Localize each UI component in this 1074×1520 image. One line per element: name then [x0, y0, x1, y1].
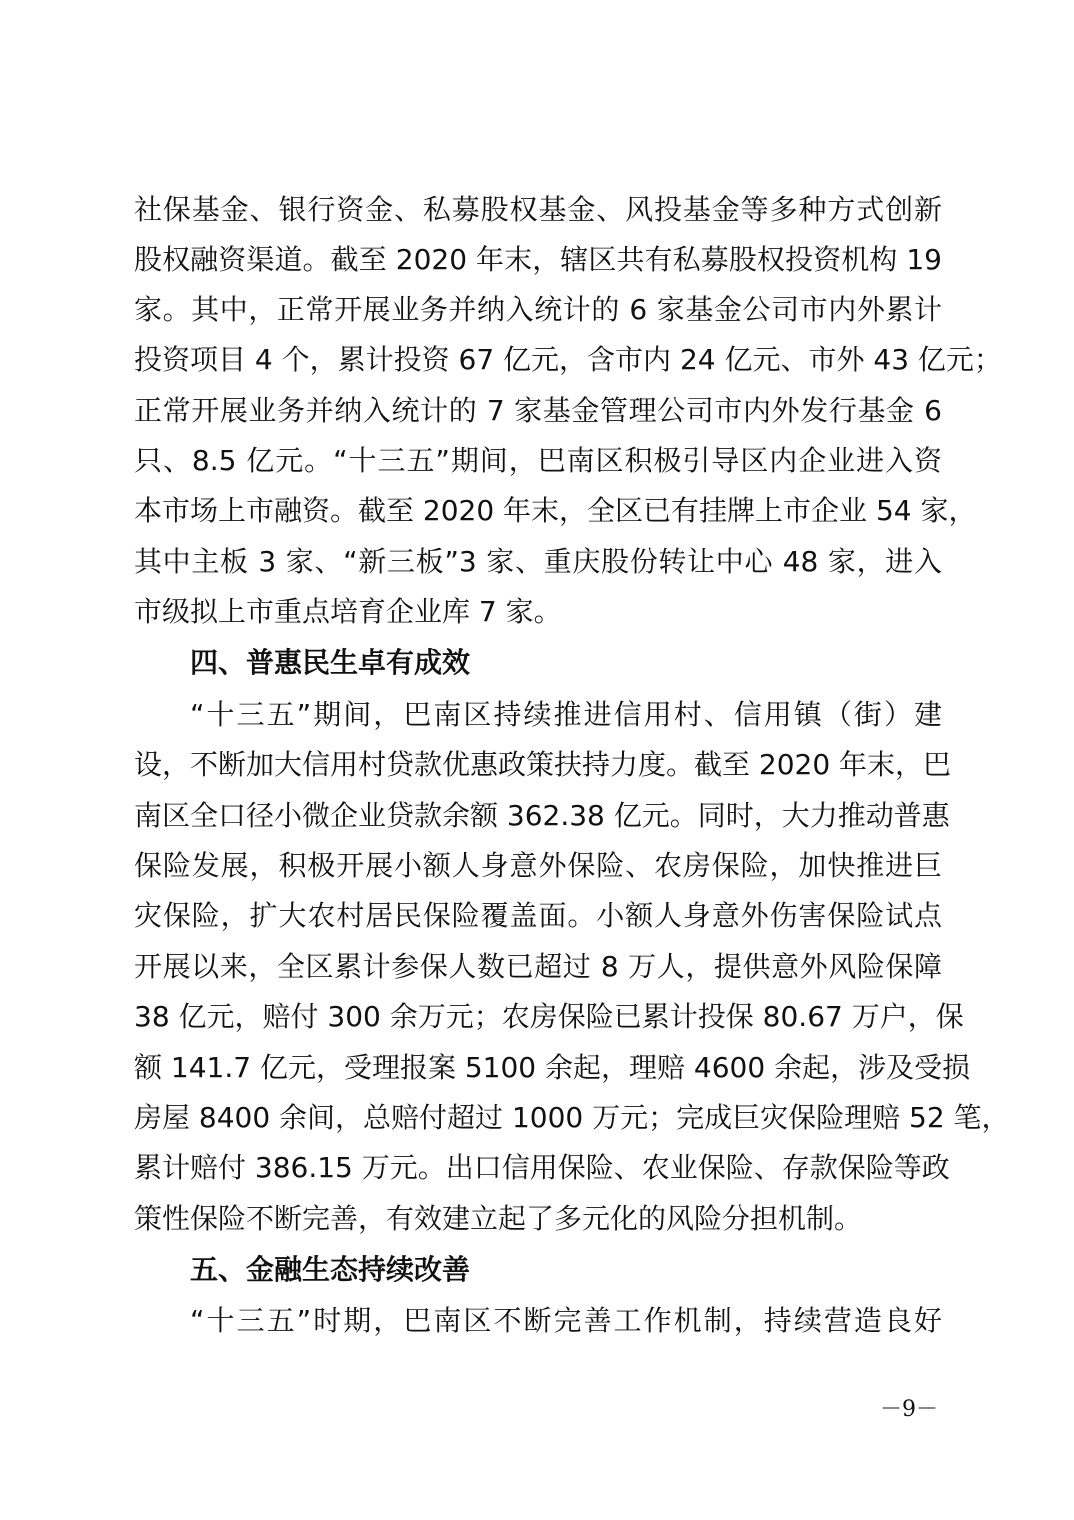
paragraph-line: 正常开展业务并纳入统计的 7 家基金管理公司市内外发行基金 6: [134, 394, 942, 427]
paragraph-line: 本市场上市融资。截至 2020 年末，全区已有挂牌上市企业 54 家，: [134, 494, 977, 527]
paragraph-line: “十三五”期间，巴南区持续推进信用村、信用镇（街）建: [190, 698, 942, 731]
paragraph-line: 累计赔付 386.15 万元。出口信用保险、农业保险、存款保险等政: [134, 1151, 950, 1184]
paragraph-line: “十三五”时期，巴南区不断完善工作机制，持续营造良好: [190, 1304, 942, 1337]
paragraph-line: 家。其中，正常开展业务并纳入统计的 6 家基金公司市内外累计: [134, 293, 942, 326]
section-heading: 五、金融生态持续改善: [190, 1253, 471, 1286]
paragraph-line: 38 亿元，赔付 300 余万元；农房保险已累计投保 80.67 万户，保: [134, 1000, 964, 1033]
section-heading: 四、普惠民生卓有成效: [190, 646, 471, 679]
paragraph-line: 额 141.7 亿元，受理报案 5100 余起，理赔 4600 余起，涉及受损: [134, 1051, 971, 1084]
paragraph-line: 灾保险，扩大农村居民保险覆盖面。小额人身意外伤害保险试点: [134, 899, 942, 932]
paragraph-line: 只、8.5 亿元。“十三五”期间，巴南区积极引导区内企业进入资: [134, 444, 942, 477]
paragraph-line: 设，不断加大信用村贷款优惠政策扶持力度。截至 2020 年末，巴: [134, 748, 952, 781]
paragraph-line: 社保基金、银行资金、私募股权基金、风投基金等多种方式创新: [134, 193, 942, 226]
paragraph-line: 投资项目 4 个，累计投资 67 亿元，含市内 24 亿元、市外 43 亿元；: [134, 343, 1002, 376]
paragraph-line: 股权融资渠道。截至 2020 年末，辖区共有私募股权投资机构 19: [134, 243, 942, 276]
paragraph-line: 策性保险不断完善，有效建立起了多元化的风险分担机制。: [134, 1202, 863, 1235]
paragraph-line: 其中主板 3 家、“新三板”3 家、重庆股份转让中心 48 家，进入: [134, 545, 942, 578]
paragraph-line: 房屋 8400 余间，总赔付超过 1000 万元；完成巨灾保险理赔 52 笔，: [134, 1101, 1010, 1134]
paragraph-line: 开展以来，全区累计参保人数已超过 8 万人，提供意外风险保障: [134, 950, 942, 983]
page-number: －9－: [880, 1397, 938, 1422]
paragraph-line: 市级拟上市重点培育企业库 7 家。: [134, 595, 562, 628]
paragraph-line: 南区全口径小微企业贷款余额 362.38 亿元。同时，大力推动普惠: [134, 799, 950, 832]
paragraph-line: 保险发展，积极开展小额人身意外保险、农房保险，加快推进巨: [134, 849, 942, 882]
